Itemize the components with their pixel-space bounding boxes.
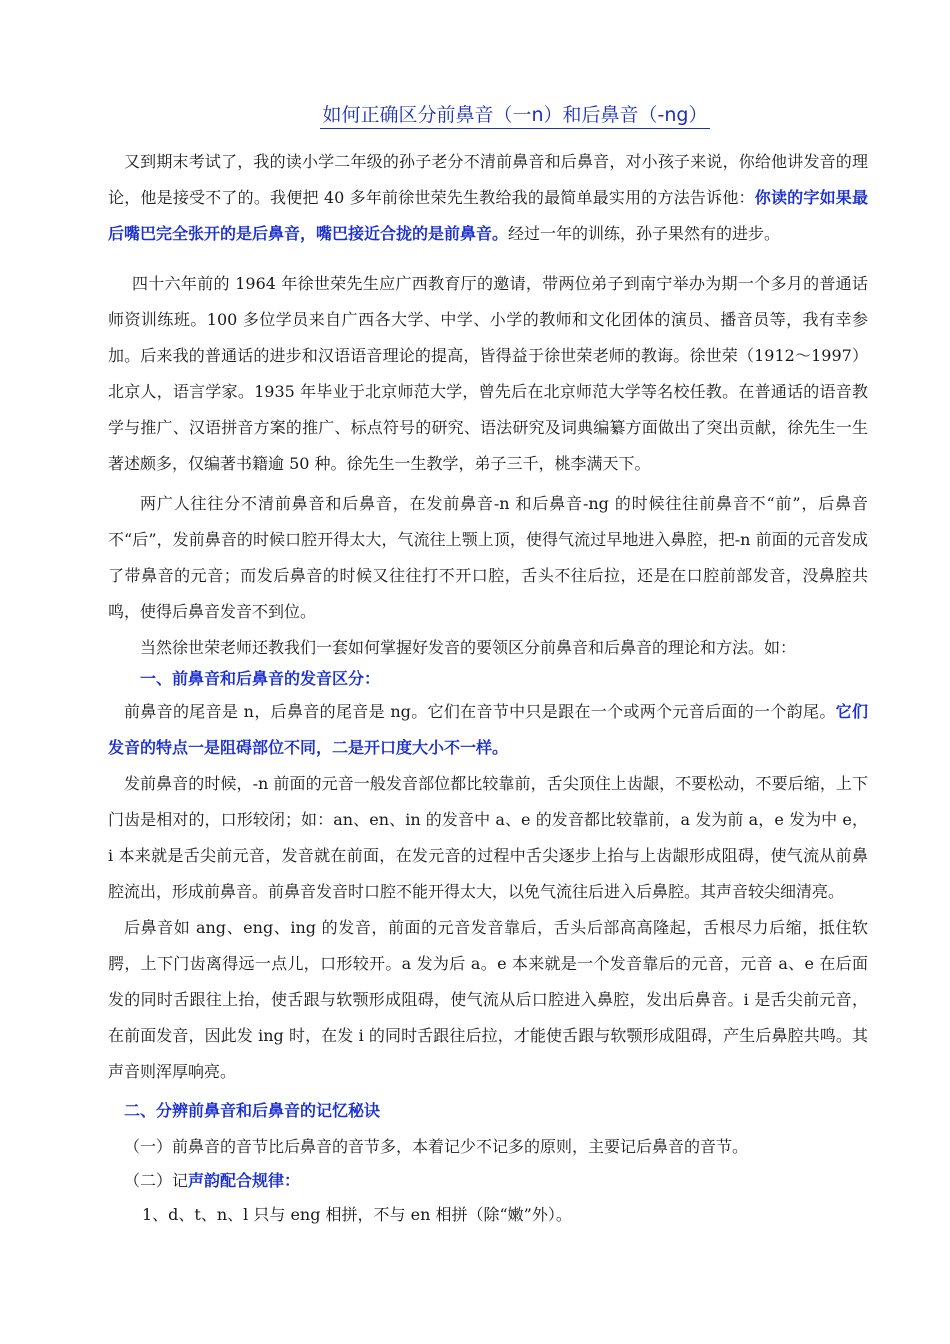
document-title: 如何正确区分前鼻音（一n）和后鼻音（-ng） [0,100,950,127]
paragraph-nasal-tails: 前鼻音的尾音是 n，后鼻音的尾音是 ng。它们在音节中只是跟在一个或两个元音后面的一个韵尾。它们发音的特点一是阻碍部位不同，二是开口度大小不一样。 [108,702,868,757]
rule-item-1: （一）前鼻音的音节比后鼻音的音节多，本着记少不记多的原则，主要记后鼻音的音节。 [124,1137,749,1156]
paragraph-front-nasal: 发前鼻音的时候，-n 前面的元音一般发音部位都比较靠前，舌尖顶住上齿龈，不要松动，不要后缩，上下门齿是相对的，口形较闭；如：an、en、in 的发音中 a、e 的发音都比较靠前，a 发为前 a，e 发为中 e，i 本来就是舌尖前元音，发音就在前面，在发元音的过程中舌尖逐步上抬与上齿龈形成阻碍，使气流从前鼻腔流出，形成前鼻音。前鼻音发音时口腔不能开得太大，以免气流往后进入后鼻腔。其声音较尖细清亮。 [108,774,868,901]
paragraph-method-intro: 当然徐世荣老师还教我们一套如何掌握好发音的要领区分前鼻音和后鼻音的理论和方法。如： [140,638,797,657]
section-heading-2: 二、分辨前鼻音和后鼻音的记忆秘诀 [124,1101,381,1120]
rule-item-2-highlight: 声韵配合规律： [188,1171,301,1190]
rule-item-3: 1、d、t、n、l 只与 eng 相拼，不与 en 相拼（除“嫩”外）。 [142,1205,572,1224]
key-rule-highlight: 你读的字如果最后嘴巴完全张开的是后鼻音，嘴巴接近合拢的是前鼻音。 [108,188,868,243]
paragraph-biography: 四十六年前的 1964 年徐世荣先生应广西教育厅的邀请，带两位弟子到南宁举办为期一个多月的普通话师资训练班。100 多位学员来自广西各大学、中学、小学的教师和文化团体的演员、播音员等，我有幸参加。后来我的普通话的进步和汉语语音理论的提高，皆得益于徐世荣老师的教诲。徐世荣（1912～1997）北京人，语言学家。1935 年毕业于北京师范大学，曾先后在北京师范大学等名校任教。在普通话的语音教学与推广、汉语拼音方案的推广、标点符号的研究、语法研究及词典编纂方面做出了突出贡献，徐先生一生著述颇多，仅编著书籍逾 50 种。徐先生一生教学，弟子三千，桃李满天下。 [108,274,868,473]
paragraph-back-nasal: 后鼻音如 ang、eng、ing 的发音，前面的元音发音靠后，舌头后部高高隆起，舌根尽力后缩，抵住软腭，上下门齿离得远一点儿，口形较开。a 发为后 a。e 本来就是一个发音靠后的元音，元音 a、e 在后面发的同时舌跟往上抬，使舌跟与软颚形成阻碍，使气流从后口腔进入鼻腔，发出后鼻音。i 是舌尖前元音，在前面发音，因此发 ing 时，在发 i 的同时舌跟往后拉，才能使舌跟与软颚形成阻碍，产生后鼻腔共鸣。其声音则浑厚响亮。 [108,918,868,1081]
paragraph-intro: 又到期末考试了，我的读小学二年级的孙子老分不清前鼻音和后鼻音，对小孩子来说，你给他讲发音的理论，他是接受不了的。我便把 40 多年前徐世荣先生教给我的最简单最实用的方法告诉他：你读的字如果最后嘴巴完全张开的是后鼻音，嘴巴接近合拢的是前鼻音。经过一年的训练，孙子果然有的进步。 [108,152,868,243]
section-heading-1: 一、前鼻音和后鼻音的发音区分： [140,669,381,688]
rule-item-2: （二）记声韵配合规律： [124,1171,301,1190]
feature-highlight: 它们发音的特点一是阻碍部位不同，二是开口度大小不一样。 [108,702,868,757]
paragraph-problem: 两广人往往分不清前鼻音和后鼻音，在发前鼻音-n 和后鼻音-ng 的时候往往前鼻音不“前”，后鼻音不“后”，发前鼻音的时候口腔开得太大，气流往上颚上顶，使得气流过早地进入鼻腔，把-n 前面的元音发成了带鼻音的元音；而发后鼻音的时候又往往打不开口腔，舌头不往后拉，还是在口腔前部发音，没鼻腔共鸣，使得后鼻音发音不到位。 [108,494,868,621]
